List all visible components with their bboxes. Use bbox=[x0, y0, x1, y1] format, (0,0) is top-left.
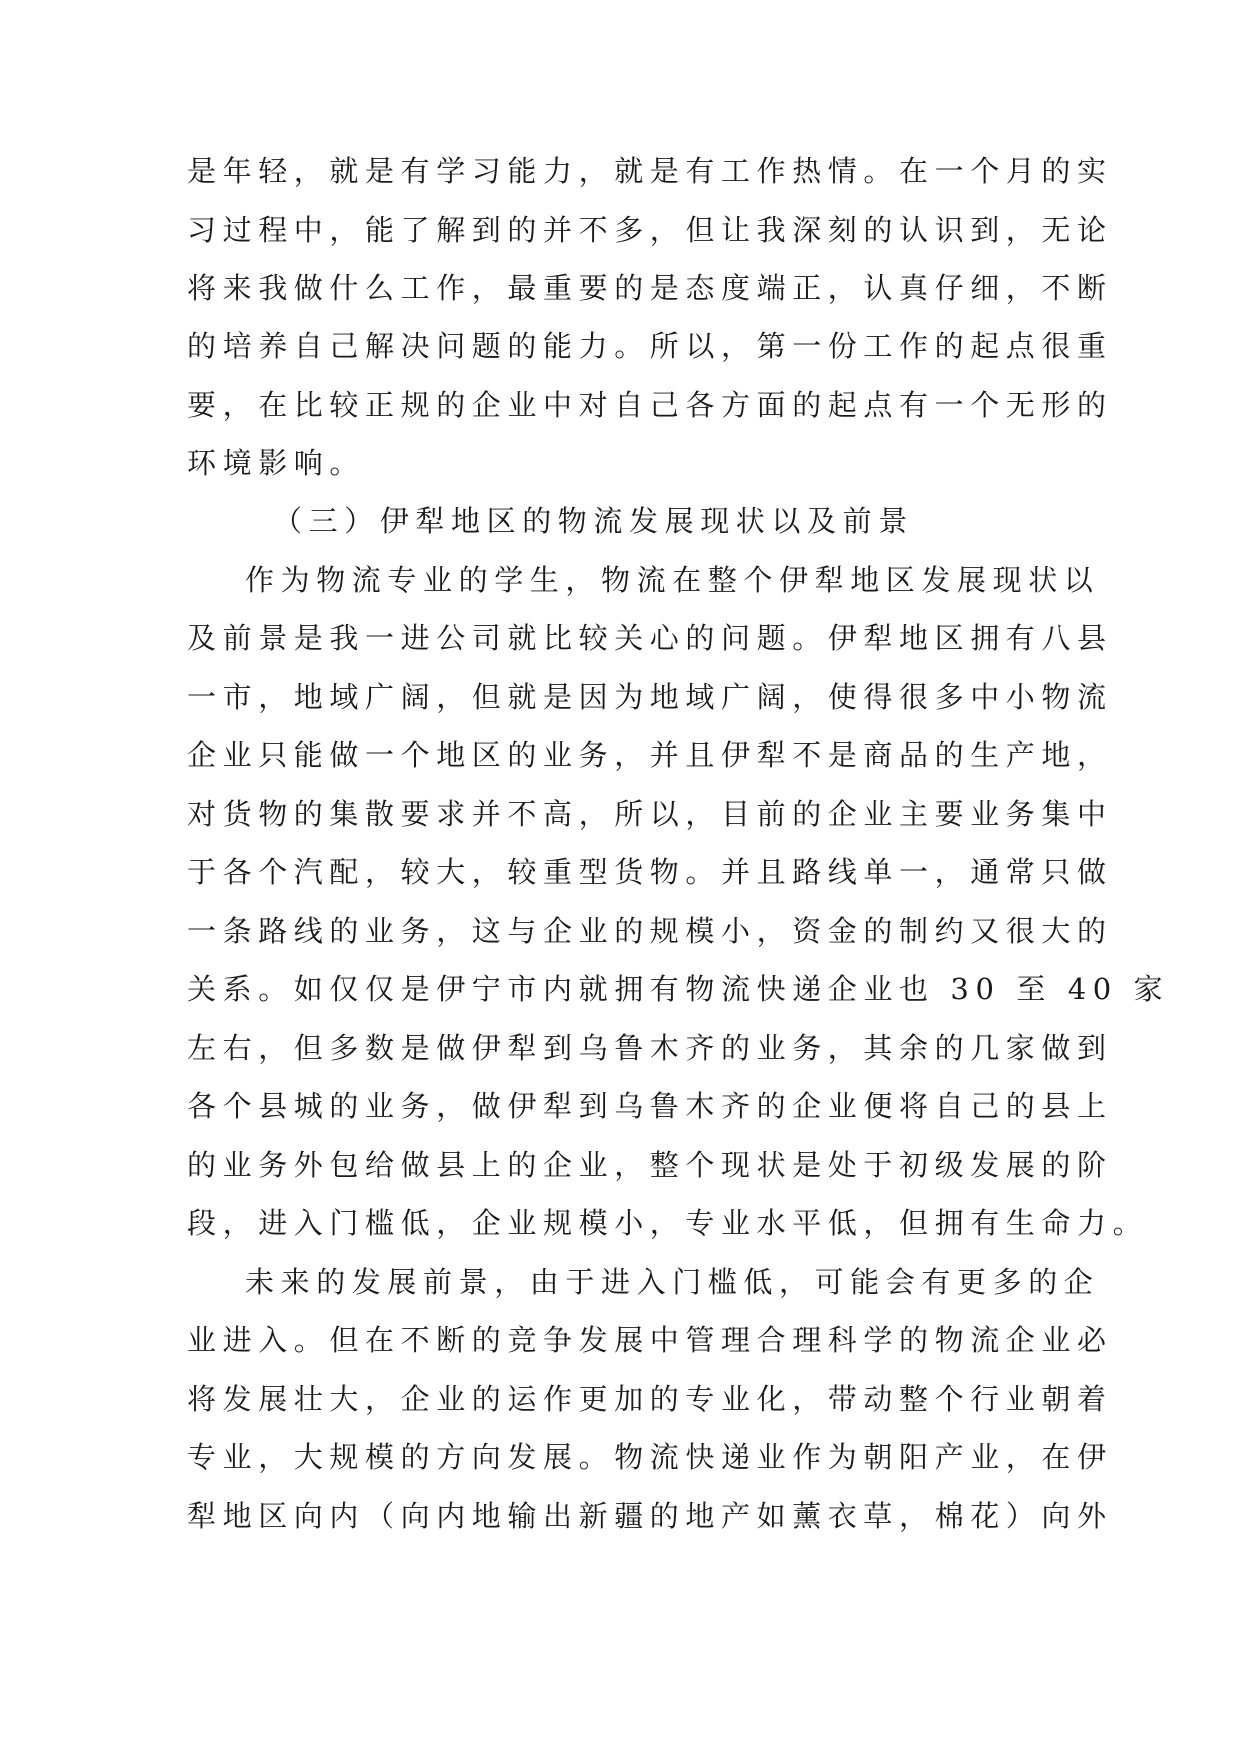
text-line: 各个县城的业务，做伊犁到乌鲁木齐的企业便将自己的县上 bbox=[187, 1089, 1113, 1123]
text-line: 企业只能做一个地区的业务，并且伊犁不是商品的生产地， bbox=[187, 738, 1113, 772]
text-line: 将发展壮大，企业的运作更加的专业化，带动整个行业朝着 bbox=[187, 1382, 1113, 1416]
text-line: 一市，地域广阔，但就是因为地域广阔，使得很多中小物流 bbox=[187, 680, 1113, 714]
text-line: 的培养自己解决问题的能力。所以，第一份工作的起点很重 bbox=[187, 329, 1113, 363]
text-line: 及前景是我一进公司就比较关心的问题。伊犁地区拥有八县 bbox=[187, 621, 1113, 655]
text-line: 要，在比较正规的企业中对自己各方面的起点有一个无形的 bbox=[187, 388, 1113, 422]
text-line: 一条路线的业务，这与企业的规模小，资金的制约又很大的 bbox=[187, 914, 1113, 948]
text-line: 将来我做什么工作，最重要的是态度端正，认真仔细，不断 bbox=[187, 271, 1113, 305]
text-line: 对货物的集散要求并不高，所以，目前的企业主要业务集中 bbox=[187, 797, 1113, 831]
text-line: 的业务外包给做县上的企业，整个现状是处于初级发展的阶 bbox=[187, 1148, 1113, 1182]
text-line: 专业，大规模的方向发展。物流快递业作为朝阳产业，在伊 bbox=[187, 1440, 1113, 1474]
text-line: 未来的发展前景，由于进入门槛低，可能会有更多的企 bbox=[245, 1265, 1100, 1299]
text-line: 是年轻，就是有学习能力，就是有工作热情。在一个月的实 bbox=[187, 154, 1113, 188]
text-line: 段，进入门槛低，企业规模小，专业水平低，但拥有生命力。 bbox=[187, 1206, 1149, 1240]
text-line: 左右，但多数是做伊犁到乌鲁木齐的业务，其余的几家做到 bbox=[187, 1031, 1113, 1065]
text-line: 环境影响。 bbox=[187, 446, 366, 480]
text-line: 关系。如仅仅是伊宁市内就拥有物流快递企业也 30 至 40 家 bbox=[187, 972, 1170, 1006]
text-line: 习过程中，能了解到的并不多，但让我深刻的认识到，无论 bbox=[187, 213, 1113, 247]
section-heading: （三）伊犁地区的物流发展现状以及前景 bbox=[273, 504, 914, 538]
text-line: 业进入。但在不断的竞争发展中管理合理科学的物流企业必 bbox=[187, 1323, 1113, 1357]
text-line: 犁地区向内（向内地输出新疆的地产如薰衣草，棉花）向外 bbox=[187, 1499, 1113, 1533]
text-line: 作为物流专业的学生，物流在整个伊犁地区发展现状以 bbox=[245, 563, 1100, 597]
text-line: 于各个汽配，较大，较重型货物。并且路线单一，通常只做 bbox=[187, 855, 1113, 889]
